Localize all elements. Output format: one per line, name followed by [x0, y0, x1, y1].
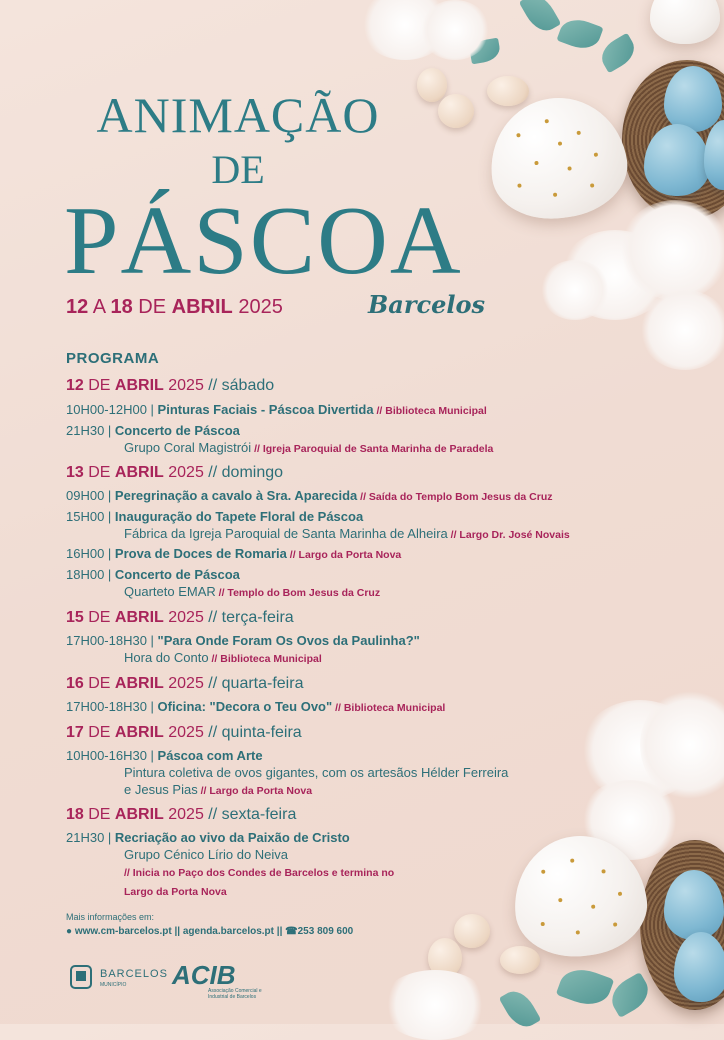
small-egg-icon: [417, 68, 447, 102]
acib-logo: ACIB Associação Comercial e Industrial de Barcelos: [172, 960, 262, 1000]
event-item: 10H00-16H30 | Páscoa com Arte Pintura coletiva de ovos gigantes, com os artesãos Hélder Ferreira e Jesus Pias // Largo da Porta Nova: [66, 748, 509, 797]
title-line-3: PÁSCOA: [64, 187, 463, 295]
website-link[interactable]: www.cm-barcelos.pt: [74, 926, 172, 937]
agenda-link[interactable]: agenda.barcelos.pt: [182, 926, 274, 937]
event-item: 17H00-18H30 | "Para Onde Foram Os Ovos da Paulinha?" Hora do Conto // Biblioteca Municipal: [66, 633, 420, 665]
event-item: 09H00 | Peregrinação a cavalo à Sra. Aparecida // Saída do Templo Bom Jesus da Cruz: [66, 488, 553, 503]
event-dates: 12 A 18 DE ABRIL 2025: [66, 296, 283, 318]
day-heading: 17 DE ABRIL 2025 // quinta-feira: [66, 724, 302, 741]
phone-icon: ☎: [285, 926, 298, 937]
crest-icon: [66, 962, 96, 992]
event-item: 15H00 | Inauguração do Tapete Floral de Páscoa Fábrica da Igreja Paroquial de Santa Marinha de Alheira // Largo Dr. José Novais: [66, 509, 570, 541]
gold-speckled-egg-icon: [482, 89, 633, 227]
program-heading: PROGRAMA: [66, 350, 160, 367]
event-item: 21H30 | Recriação ao vivo da Paixão de Cristo Grupo Cénico Lírio do Neiva // Inicia no Paço dos Condes de Barcelos e termina no Largo da Porta Nova: [66, 830, 395, 898]
day-heading: 12 DE ABRIL 2025 // sábado: [66, 377, 275, 394]
day-heading: 18 DE ABRIL 2025 // sexta-feira: [66, 806, 297, 823]
title-line-1: ANIMAÇÃO: [96, 87, 380, 143]
title-line-2: DE: [211, 147, 265, 192]
phone-number[interactable]: 253 809 600: [297, 926, 354, 937]
footer-links: ● www.cm-barcelos.pt || agenda.barcelos.pt || ☎253 809 600: [66, 926, 354, 937]
globe-icon: ●: [66, 926, 73, 937]
event-item: 21H30 | Concerto de Páscoa Grupo Coral Magistrói // Igreja Paroquial de Santa Marinha de Paradela: [66, 423, 494, 455]
event-item: 10H00-12H00 | Pinturas Faciais - Páscoa Divertida // Biblioteca Municipal: [66, 402, 487, 417]
day-heading: 15 DE ABRIL 2025 // terça-feira: [66, 609, 294, 626]
location-title: Barcelos: [368, 290, 485, 319]
day-heading: 13 DE ABRIL 2025 // domingo: [66, 464, 284, 481]
event-item: 16H00 | Prova de Doces de Romaria // Largo da Porta Nova: [66, 546, 402, 561]
event-item: 17H00-18H30 | Oficina: "Decora o Teu Ovo" // Biblioteca Municipal: [66, 699, 446, 714]
barcelos-municipality-logo: BARCELOS MUNICÍPIO: [66, 962, 166, 994]
event-item: 18H00 | Concerto de Páscoa Quarteto EMAR // Templo do Bom Jesus da Cruz: [66, 567, 381, 599]
more-info-label: Mais informações em:: [66, 912, 155, 922]
day-heading: 16 DE ABRIL 2025 // quarta-feira: [66, 675, 304, 692]
